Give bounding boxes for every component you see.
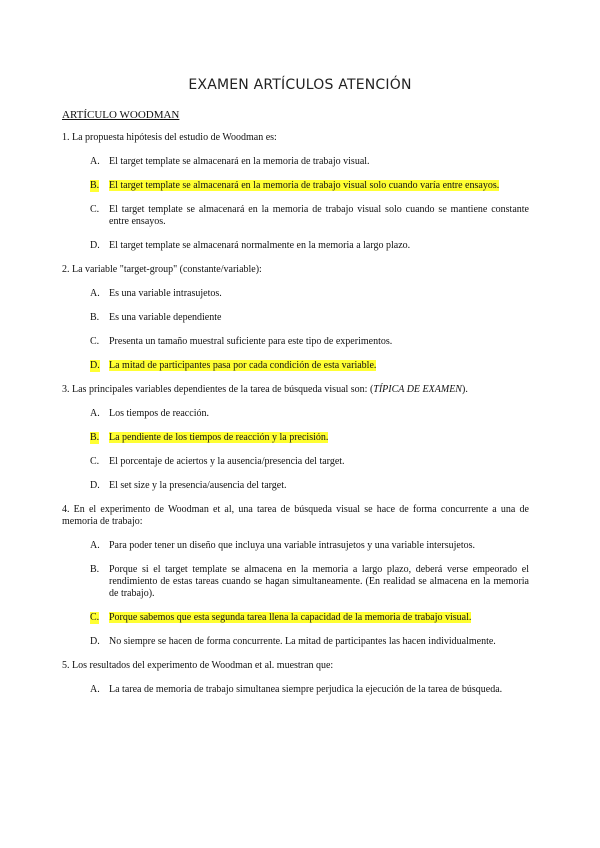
option-2c: C. Presenta un tamaño muestral suficiente para este tipo de experimentos. <box>90 336 393 347</box>
option-1c: C. El target template se almacenará en la memoria de trabajo visual solo cuando se mantiene constante entre ensayos. <box>90 204 529 227</box>
question-3 <box>62 384 529 492</box>
option-1a: A. El target template se almacenará en la memoria de trabajo visual. <box>90 156 370 167</box>
question-2 <box>62 264 529 372</box>
question-text: 3. Las principales variables dependientes de la tarea de búsqueda visual son: (TÍPICA DE EXAMEN). <box>62 384 468 395</box>
option-1b-highlighted: B. El target template se almacenará en la memoria de trabajo visual solo cuando varía entre ensayos. <box>90 180 500 191</box>
question-5 <box>62 660 529 696</box>
option-2b: B. Es una variable dependiente <box>90 312 222 323</box>
option-4c-highlighted: C. Porque sabemos que esta segunda tarea llena la capacidad de la memoria de trabajo visual. <box>90 612 472 623</box>
option-1d: D. El target template se almacenará normalmente en la memoria a largo plazo. <box>90 240 411 251</box>
section-heading: ARTÍCULO WOODMAN <box>62 109 180 121</box>
question-text: 4. En el experimento de Woodman et al, una tarea de búsqueda visual se hace de forma concurrente a una de memoria de trabajo: <box>62 504 529 527</box>
option-3b-highlighted: B. La pendiente de los tiempos de reacción y la precisión. <box>90 432 329 443</box>
question-4 <box>62 504 529 648</box>
option-4b: B. Porque si el target template se almacena en la memoria a largo plazo, deberá verse empeorado el rendimiento de estas tareas cuando se hagan simultaneamente. (En realidad se almacena en la memoria de trabajo). <box>90 564 529 599</box>
question-text: 5. Los resultados del experimento de Woodman et al. muestran que: <box>62 660 334 671</box>
option-5a: A. La tarea de memoria de trabajo simultanea siempre perjudica la ejecución de la tarea de búsqueda. <box>90 684 503 695</box>
option-4a: A. Para poder tener un diseño que incluya una variable intrasujetos y una variable intersujetos. <box>90 540 475 551</box>
exam-typical-note: TÍPICA DE EXAMEN <box>373 384 462 395</box>
option-2d-highlighted: D. La mitad de participantes pasa por cada condición de esta variable. <box>90 360 377 371</box>
option-2a: A. Es una variable intrasujetos. <box>90 288 222 299</box>
question-text: 2. La variable "target-group" (constante/variable): <box>62 264 262 275</box>
questions-content <box>62 132 529 708</box>
question-text: 1. La propuesta hipótesis del estudio de Woodman es: <box>62 132 277 143</box>
option-3d: D. El set size y la presencia/ausencia del target. <box>90 480 287 491</box>
option-4d: D. No siempre se hacen de forma concurrente. La mitad de participantes las hacen individualmente. <box>90 636 496 647</box>
page-title: EXAMEN ARTÍCULOS ATENCIÓN <box>188 77 412 93</box>
option-3c: C. El porcentaje de aciertos y la ausencia/presencia del target. <box>90 456 345 467</box>
question-1 <box>62 132 529 252</box>
option-3a: A. Los tiempos de reacción. <box>90 408 209 419</box>
